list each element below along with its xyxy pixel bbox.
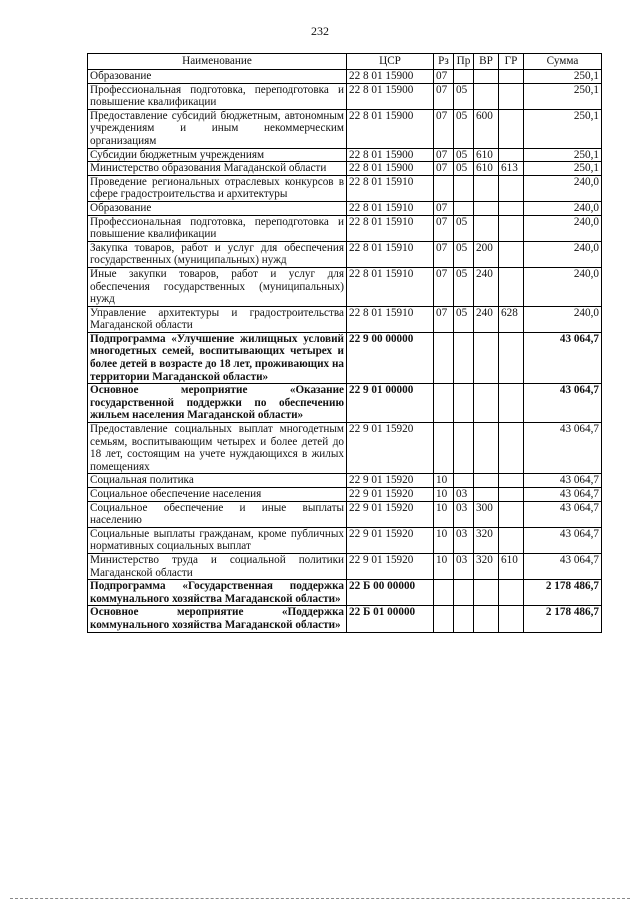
row-name: Социальная политика [88,474,347,488]
row-gr [499,148,524,162]
row-vr [474,215,499,241]
row-csr: 22 9 01 15920 [347,474,434,488]
row-vr [474,83,499,109]
row-sum: 43 064,7 [524,553,602,579]
row-sum: 2 178 486,7 [524,580,602,606]
row-csr: 22 9 01 00000 [347,384,434,423]
row-csr: 22 Б 00 00000 [347,580,434,606]
row-gr [499,580,524,606]
row-name: Основное мероприятие «Оказание государственной поддержки по обеспечению жильем населения Магаданской области» [88,384,347,423]
row-pr: 05 [454,267,474,306]
row-rz: 07 [434,306,454,332]
row-name: Социальное обеспечение и иные выплаты населению [88,501,347,527]
row-name: Министерство образования Магаданской области [88,162,347,176]
row-csr: 22 9 00 00000 [347,332,434,383]
table-row [88,109,602,148]
row-vr: 320 [474,527,499,553]
row-name: Иные закупки товаров, работ и услуг для обеспечения государственных (муниципальных) нужд [88,267,347,306]
row-csr: 22 8 01 15910 [347,215,434,241]
row-sum: 250,1 [524,162,602,176]
row-sum: 240,0 [524,306,602,332]
row-rz: 07 [434,201,454,215]
row-pr: 05 [454,241,474,267]
table-row [88,215,602,241]
row-rz: 10 [434,488,454,502]
row-vr [474,384,499,423]
row-rz [434,606,454,632]
row-rz [434,580,454,606]
row-pr: 05 [454,109,474,148]
row-vr: 240 [474,267,499,306]
row-rz: 07 [434,109,454,148]
row-name: Проведение региональных отраслевых конкурсов в сфере градостроительства и архитектуры [88,175,347,201]
row-pr [454,201,474,215]
header-rz: Рз [434,54,454,70]
row-rz: 10 [434,553,454,579]
row-gr: 613 [499,162,524,176]
budget-table [87,53,602,633]
row-pr: 03 [454,501,474,527]
row-pr: 05 [454,162,474,176]
row-pr: 03 [454,488,474,502]
row-pr [454,580,474,606]
row-gr [499,267,524,306]
row-csr: 22 Б 01 00000 [347,606,434,632]
row-csr: 22 8 01 15910 [347,267,434,306]
row-gr [499,501,524,527]
row-vr [474,201,499,215]
row-name: Социальные выплаты гражданам, кроме публичных нормативных социальных выплат [88,527,347,553]
table-row [88,553,602,579]
row-sum: 2 178 486,7 [524,606,602,632]
row-gr: 628 [499,306,524,332]
row-rz: 07 [434,241,454,267]
row-rz: 07 [434,267,454,306]
row-pr [454,70,474,84]
row-sum: 43 064,7 [524,501,602,527]
row-name: Министерство труда и социальной политики Магаданской области [88,553,347,579]
row-vr: 610 [474,162,499,176]
row-pr [454,332,474,383]
row-name: Предоставление социальных выплат многодетным семьям, воспитывающим четырех и более детей до 18 лет, состоящим на учете нуждающихся в жилых помещениях [88,423,347,474]
table-row [88,384,602,423]
row-name: Основное мероприятие «Поддержка коммунального хозяйства Магаданской области» [88,606,347,632]
row-sum: 43 064,7 [524,384,602,423]
row-vr [474,580,499,606]
row-pr: 05 [454,306,474,332]
row-csr: 22 8 01 15910 [347,175,434,201]
row-rz: 10 [434,501,454,527]
row-sum: 43 064,7 [524,474,602,488]
table-row [88,606,602,632]
row-rz: 07 [434,70,454,84]
row-name: Профессиональная подготовка, переподготовка и повышение квалификации [88,83,347,109]
table-row [88,267,602,306]
row-name: Профессиональная подготовка, переподготовка и повышение квалификации [88,215,347,241]
row-sum: 250,1 [524,70,602,84]
row-gr [499,215,524,241]
row-vr [474,474,499,488]
row-rz: 07 [434,83,454,109]
row-vr [474,70,499,84]
row-pr: 03 [454,553,474,579]
header-csr: ЦСР [347,54,434,70]
row-vr: 600 [474,109,499,148]
row-rz: 07 [434,162,454,176]
row-sum: 43 064,7 [524,488,602,502]
row-sum: 240,0 [524,215,602,241]
row-name: Подпрограмма «Улучшение жилищных условий многодетных семей, воспитывающих четырех и более детей в возрасте до 18 лет, проживающих на территории Магаданской области» [88,332,347,383]
row-sum: 250,1 [524,109,602,148]
table-row [88,488,602,502]
row-sum: 240,0 [524,267,602,306]
table-row [88,423,602,474]
row-vr [474,488,499,502]
row-csr: 22 9 01 15920 [347,553,434,579]
row-name: Управление архитектуры и градостроительства Магаданской области [88,306,347,332]
row-csr: 22 8 01 15900 [347,109,434,148]
row-name: Образование [88,201,347,215]
table-row [88,580,602,606]
row-gr [499,201,524,215]
row-gr [499,70,524,84]
header-gr: ГР [499,54,524,70]
row-csr: 22 9 01 15920 [347,501,434,527]
row-rz [434,175,454,201]
table-row [88,83,602,109]
row-name: Образование [88,70,347,84]
row-csr: 22 9 01 15920 [347,527,434,553]
header-name: Наименование [88,54,347,70]
row-pr [454,606,474,632]
row-name: Субсидии бюджетным учреждениям [88,148,347,162]
row-csr: 22 9 01 15920 [347,423,434,474]
table-row [88,70,602,84]
row-gr [499,332,524,383]
bottom-rule [10,898,630,899]
row-csr: 22 8 01 15900 [347,83,434,109]
row-rz [434,332,454,383]
table-row [88,162,602,176]
row-rz: 10 [434,527,454,553]
row-vr: 320 [474,553,499,579]
header-vr: ВР [474,54,499,70]
row-sum: 250,1 [524,148,602,162]
row-pr [454,384,474,423]
row-pr [454,175,474,201]
row-sum: 43 064,7 [524,527,602,553]
row-sum: 240,0 [524,241,602,267]
table-row [88,527,602,553]
row-rz [434,423,454,474]
table-body [88,70,602,633]
row-vr [474,332,499,383]
row-gr [499,175,524,201]
row-pr: 05 [454,148,474,162]
row-pr [454,474,474,488]
row-pr: 03 [454,527,474,553]
table-row [88,241,602,267]
table-row [88,474,602,488]
header-sum: Сумма [524,54,602,70]
row-vr [474,423,499,474]
row-pr [454,423,474,474]
table-row [88,175,602,201]
row-sum: 250,1 [524,83,602,109]
row-csr: 22 8 01 15910 [347,201,434,215]
row-sum: 43 064,7 [524,332,602,383]
row-pr: 05 [454,215,474,241]
table-row [88,148,602,162]
row-name: Социальное обеспечение населения [88,488,347,502]
table-row [88,501,602,527]
row-gr [499,83,524,109]
row-vr [474,175,499,201]
row-vr: 610 [474,148,499,162]
table-row [88,201,602,215]
row-gr [499,384,524,423]
row-vr: 240 [474,306,499,332]
row-rz: 07 [434,148,454,162]
row-gr [499,606,524,632]
row-csr: 22 8 01 15910 [347,241,434,267]
row-csr: 22 8 01 15900 [347,162,434,176]
row-sum: 43 064,7 [524,423,602,474]
row-gr [499,241,524,267]
table-row [88,306,602,332]
row-gr [499,109,524,148]
row-name: Предоставление субсидий бюджетным, автономным учреждениям и иным некоммерческим организациям [88,109,347,148]
row-csr: 22 8 01 15910 [347,306,434,332]
table-header-row [88,54,602,70]
row-vr: 200 [474,241,499,267]
row-csr: 22 8 01 15900 [347,148,434,162]
row-gr [499,423,524,474]
row-csr: 22 8 01 15900 [347,70,434,84]
row-csr: 22 9 01 15920 [347,488,434,502]
row-rz: 07 [434,215,454,241]
row-pr: 05 [454,83,474,109]
header-pr: Пр [454,54,474,70]
row-vr: 300 [474,501,499,527]
table-row [88,332,602,383]
row-name: Подпрограмма «Государственная поддержка коммунального хозяйства Магаданской области» [88,580,347,606]
page-number: 232 [311,24,329,38]
row-gr [499,527,524,553]
row-rz: 10 [434,474,454,488]
row-vr [474,606,499,632]
row-rz [434,384,454,423]
row-gr [499,488,524,502]
row-sum: 240,0 [524,175,602,201]
row-name: Закупка товаров, работ и услуг для обеспечения государственных (муниципальных) нужд [88,241,347,267]
row-gr: 610 [499,553,524,579]
row-gr [499,474,524,488]
row-sum: 240,0 [524,201,602,215]
